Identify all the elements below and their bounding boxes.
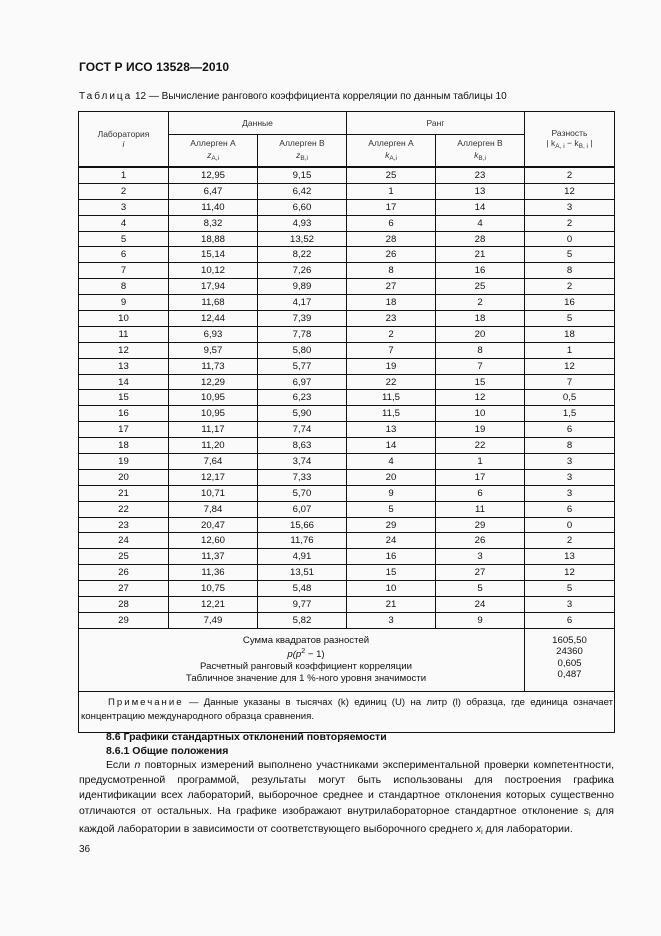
cell-data-allergen-b: 4,93 bbox=[258, 215, 347, 231]
cell-data-allergen-a: 12,95 bbox=[169, 167, 258, 183]
section-paragraph: Если n повторных измерений выполнено участниками экспериментальной проверки компетентности, предусмотренной программой, результаты могут быть использованы для построения графика идентификации всех лабораторий, выборочное среднее и стандартное отклонения которых существенно отличаются от остальных. На графике изображают внутрилабораторное стандартное отклонение $s_i$ для каждой лаборатории в зависимости от соответствующего выборочного среднего $x_i$ для лаборатории. bbox=[79, 759, 614, 836]
header-difference: Разность | $k_{A, i} - k_{B, i}$ | bbox=[525, 112, 615, 168]
cell-data-allergen-a: 10,95 bbox=[169, 390, 258, 406]
table-row bbox=[79, 199, 615, 215]
cell-data-allergen-b: 7,33 bbox=[258, 469, 347, 485]
cell-data-allergen-b: 7,74 bbox=[258, 422, 347, 438]
cell-data-allergen-b: 7,39 bbox=[258, 311, 347, 327]
cell-data-allergen-b: 13,51 bbox=[258, 565, 347, 581]
cell-rank-difference: 1,5 bbox=[525, 406, 615, 422]
table-row bbox=[79, 612, 615, 628]
cell-rank-allergen-a: 19 bbox=[347, 358, 436, 374]
cell-data-allergen-a: 11,73 bbox=[169, 358, 258, 374]
cell-data-allergen-a: 12,44 bbox=[169, 311, 258, 327]
header-data-group: Данные bbox=[169, 112, 347, 135]
cell-data-allergen-a: 18,88 bbox=[169, 231, 258, 247]
cell-lab-number: 8 bbox=[79, 279, 169, 295]
summary-label-computed: Расчетный ранговый коэффициент корреляции bbox=[200, 661, 412, 673]
cell-rank-allergen-b: 18 bbox=[436, 311, 525, 327]
cell-data-allergen-a: 12,29 bbox=[169, 374, 258, 390]
cell-data-allergen-a: 20,47 bbox=[169, 517, 258, 533]
caption-text: — Вычисление рангового коэффициента корреляции по данным таблицы 10 bbox=[148, 91, 507, 102]
cell-data-allergen-b: 8,63 bbox=[258, 438, 347, 454]
section-title-8-6: 8.6 Графики стандартных отклонений повторяемости bbox=[106, 731, 387, 743]
cell-lab-number: 9 bbox=[79, 295, 169, 311]
cell-lab-number: 14 bbox=[79, 374, 169, 390]
header-rank-allergen-a: Аллерген А $k_{A,i}$ bbox=[347, 135, 436, 168]
cell-data-allergen-b: 4,17 bbox=[258, 295, 347, 311]
cell-rank-difference: 0 bbox=[525, 517, 615, 533]
cell-rank-allergen-a: 5 bbox=[347, 501, 436, 517]
cell-rank-allergen-a: 13 bbox=[347, 422, 436, 438]
table-row bbox=[79, 342, 615, 358]
cell-rank-difference: 16 bbox=[525, 295, 615, 311]
cell-rank-allergen-b: 1 bbox=[436, 454, 525, 470]
cell-rank-allergen-b: 8 bbox=[436, 342, 525, 358]
cell-lab-number: 19 bbox=[79, 454, 169, 470]
cell-data-allergen-b: 5,48 bbox=[258, 581, 347, 597]
cell-data-allergen-a: 11,20 bbox=[169, 438, 258, 454]
cell-rank-difference: 12 bbox=[525, 183, 615, 199]
cell-lab-number: 1 bbox=[79, 167, 169, 183]
table-row bbox=[79, 247, 615, 263]
cell-data-allergen-a: 10,12 bbox=[169, 263, 258, 279]
cell-data-allergen-b: 8,22 bbox=[258, 247, 347, 263]
table-row bbox=[79, 263, 615, 279]
cell-rank-difference: 6 bbox=[525, 422, 615, 438]
summary-value-tabular: 0,487 bbox=[557, 669, 582, 681]
cell-rank-allergen-a: 24 bbox=[347, 533, 436, 549]
cell-rank-difference: 5 bbox=[525, 247, 615, 263]
cell-data-allergen-a: 6,47 bbox=[169, 183, 258, 199]
cell-rank-allergen-a: 21 bbox=[347, 597, 436, 613]
cell-data-allergen-a: 6,93 bbox=[169, 326, 258, 342]
table-row bbox=[79, 215, 615, 231]
cell-data-allergen-b: 6,97 bbox=[258, 374, 347, 390]
cell-rank-difference: 3 bbox=[525, 454, 615, 470]
cell-rank-allergen-b: 15 bbox=[436, 374, 525, 390]
table-row bbox=[79, 183, 615, 199]
header-data-allergen-b: Аллерген В $z_{B,i}$ bbox=[258, 135, 347, 168]
cell-rank-allergen-b: 7 bbox=[436, 358, 525, 374]
cell-data-allergen-a: 15,14 bbox=[169, 247, 258, 263]
cell-data-allergen-a: 12,60 bbox=[169, 533, 258, 549]
table-row bbox=[79, 501, 615, 517]
cell-data-allergen-a: 7,84 bbox=[169, 501, 258, 517]
cell-lab-number: 25 bbox=[79, 549, 169, 565]
cell-data-allergen-b: 9,15 bbox=[258, 167, 347, 183]
table-row bbox=[79, 295, 615, 311]
cell-rank-allergen-b: 19 bbox=[436, 422, 525, 438]
cell-rank-allergen-b: 4 bbox=[436, 215, 525, 231]
cell-data-allergen-b: 11,76 bbox=[258, 533, 347, 549]
note-row bbox=[79, 692, 615, 733]
cell-data-allergen-b: 7,78 bbox=[258, 326, 347, 342]
cell-rank-allergen-b: 22 bbox=[436, 438, 525, 454]
header-rank-group: Ранг bbox=[347, 112, 525, 135]
cell-lab-number: 29 bbox=[79, 612, 169, 628]
cell-rank-difference: 7 bbox=[525, 374, 615, 390]
cell-lab-number: 4 bbox=[79, 215, 169, 231]
cell-lab-number: 12 bbox=[79, 342, 169, 358]
cell-data-allergen-b: 5,90 bbox=[258, 406, 347, 422]
cell-rank-difference: 12 bbox=[525, 565, 615, 581]
summary-label-p-formula: $p(p^2 - 1)$ bbox=[287, 648, 325, 661]
header-laboratory: Лаборатория i bbox=[79, 112, 169, 168]
cell-data-allergen-b: 5,82 bbox=[258, 612, 347, 628]
table-row bbox=[79, 311, 615, 327]
summary-value-sum-squares: 1605,50 bbox=[552, 634, 587, 646]
cell-rank-difference: 5 bbox=[525, 311, 615, 327]
header-data-allergen-a: Аллерген А $z_{A,i}$ bbox=[169, 135, 258, 168]
summary-label-tabular: Табличное значение для 1 %-ного уровня значимости bbox=[185, 672, 427, 684]
cell-rank-allergen-b: 12 bbox=[436, 390, 525, 406]
table-row bbox=[79, 279, 615, 295]
cell-rank-difference: 1 bbox=[525, 342, 615, 358]
cell-lab-number: 2 bbox=[79, 183, 169, 199]
cell-rank-allergen-a: 26 bbox=[347, 247, 436, 263]
cell-rank-difference: 0 bbox=[525, 231, 615, 247]
cell-rank-difference: 8 bbox=[525, 438, 615, 454]
cell-lab-number: 24 bbox=[79, 533, 169, 549]
section-title-8-6-1: 8.6.1 Общие положения bbox=[106, 745, 229, 757]
cell-rank-allergen-b: 5 bbox=[436, 581, 525, 597]
cell-rank-allergen-b: 17 bbox=[436, 469, 525, 485]
cell-rank-difference: 3 bbox=[525, 199, 615, 215]
cell-rank-allergen-a: 16 bbox=[347, 549, 436, 565]
cell-rank-allergen-a: 4 bbox=[347, 454, 436, 470]
cell-rank-difference: 0,5 bbox=[525, 390, 615, 406]
note-label: Примечание bbox=[108, 697, 184, 709]
cell-data-allergen-a: 11,68 bbox=[169, 295, 258, 311]
cell-lab-number: 21 bbox=[79, 485, 169, 501]
cell-data-allergen-b: 15,66 bbox=[258, 517, 347, 533]
cell-data-allergen-a: 10,75 bbox=[169, 581, 258, 597]
cell-data-allergen-b: 6,42 bbox=[258, 183, 347, 199]
cell-rank-allergen-a: 1 bbox=[347, 183, 436, 199]
cell-rank-allergen-b: 26 bbox=[436, 533, 525, 549]
cell-data-allergen-b: 6,23 bbox=[258, 390, 347, 406]
cell-rank-allergen-b: 20 bbox=[436, 326, 525, 342]
table-row bbox=[79, 533, 615, 549]
cell-data-allergen-a: 11,17 bbox=[169, 422, 258, 438]
caption-number: 12 bbox=[135, 91, 147, 102]
cell-rank-allergen-b: 9 bbox=[436, 612, 525, 628]
cell-lab-number: 11 bbox=[79, 326, 169, 342]
cell-data-allergen-b: 6,60 bbox=[258, 199, 347, 215]
cell-rank-allergen-a: 8 bbox=[347, 263, 436, 279]
cell-rank-allergen-b: 10 bbox=[436, 406, 525, 422]
cell-data-allergen-b: 5,80 bbox=[258, 342, 347, 358]
cell-lab-number: 15 bbox=[79, 390, 169, 406]
table-row bbox=[79, 485, 615, 501]
caption-label: Таблица bbox=[79, 91, 133, 102]
cell-lab-number: 20 bbox=[79, 469, 169, 485]
cell-rank-allergen-a: 9 bbox=[347, 485, 436, 501]
cell-data-allergen-a: 11,37 bbox=[169, 549, 258, 565]
cell-rank-allergen-a: 25 bbox=[347, 167, 436, 183]
table-row bbox=[79, 326, 615, 342]
note-text: — Данные указаны в тысячах (k) единиц (U) на литр (l) образца, где единица означает концентрацию международного образца сравнения. bbox=[81, 697, 614, 723]
table-row bbox=[79, 597, 615, 613]
cell-rank-allergen-b: 16 bbox=[436, 263, 525, 279]
cell-rank-allergen-a: 27 bbox=[347, 279, 436, 295]
cell-data-allergen-a: 12,17 bbox=[169, 469, 258, 485]
cell-rank-allergen-a: 7 bbox=[347, 342, 436, 358]
cell-rank-difference: 18 bbox=[525, 326, 615, 342]
cell-rank-allergen-a: 20 bbox=[347, 469, 436, 485]
cell-data-allergen-b: 5,77 bbox=[258, 358, 347, 374]
table-row bbox=[79, 438, 615, 454]
cell-rank-difference: 13 bbox=[525, 549, 615, 565]
table-row bbox=[79, 358, 615, 374]
cell-rank-allergen-b: 25 bbox=[436, 279, 525, 295]
cell-data-allergen-b: 6,07 bbox=[258, 501, 347, 517]
cell-rank-difference: 3 bbox=[525, 485, 615, 501]
rank-correlation-table bbox=[78, 111, 615, 733]
cell-rank-allergen-a: 18 bbox=[347, 295, 436, 311]
page-number: 36 bbox=[79, 844, 91, 855]
cell-rank-difference: 3 bbox=[525, 597, 615, 613]
cell-rank-allergen-a: 10 bbox=[347, 581, 436, 597]
cell-data-allergen-a: 8,32 bbox=[169, 215, 258, 231]
cell-data-allergen-a: 17,94 bbox=[169, 279, 258, 295]
cell-rank-difference: 8 bbox=[525, 263, 615, 279]
cell-rank-difference: 2 bbox=[525, 533, 615, 549]
cell-data-allergen-b: 5,70 bbox=[258, 485, 347, 501]
document-header: ГОСТ Р ИСО 13528—2010 bbox=[79, 60, 230, 74]
cell-lab-number: 18 bbox=[79, 438, 169, 454]
cell-lab-number: 16 bbox=[79, 406, 169, 422]
summary-labels bbox=[79, 628, 525, 691]
header-rank-allergen-b: Аллерген В $k_{B,i}$ bbox=[436, 135, 525, 168]
table-row bbox=[79, 406, 615, 422]
table-row bbox=[79, 549, 615, 565]
cell-rank-allergen-a: 11,5 bbox=[347, 406, 436, 422]
cell-rank-difference: 6 bbox=[525, 501, 615, 517]
table-row bbox=[79, 167, 615, 183]
cell-data-allergen-b: 7,26 bbox=[258, 263, 347, 279]
cell-rank-allergen-b: 28 bbox=[436, 231, 525, 247]
cell-lab-number: 7 bbox=[79, 263, 169, 279]
cell-rank-allergen-b: 21 bbox=[436, 247, 525, 263]
cell-lab-number: 17 bbox=[79, 422, 169, 438]
summary-row bbox=[79, 628, 615, 691]
cell-rank-allergen-b: 23 bbox=[436, 167, 525, 183]
cell-lab-number: 5 bbox=[79, 231, 169, 247]
cell-lab-number: 3 bbox=[79, 199, 169, 215]
cell-lab-number: 10 bbox=[79, 311, 169, 327]
cell-data-allergen-b: 13,52 bbox=[258, 231, 347, 247]
cell-data-allergen-b: 9,77 bbox=[258, 597, 347, 613]
cell-data-allergen-b: 3,74 bbox=[258, 454, 347, 470]
cell-rank-allergen-a: 14 bbox=[347, 438, 436, 454]
table-row bbox=[79, 517, 615, 533]
cell-data-allergen-a: 11,40 bbox=[169, 199, 258, 215]
summary-values bbox=[525, 628, 615, 691]
cell-data-allergen-b: 9,89 bbox=[258, 279, 347, 295]
table-row bbox=[79, 469, 615, 485]
cell-rank-allergen-b: 3 bbox=[436, 549, 525, 565]
cell-lab-number: 23 bbox=[79, 517, 169, 533]
cell-data-allergen-a: 12,21 bbox=[169, 597, 258, 613]
cell-rank-allergen-a: 28 bbox=[347, 231, 436, 247]
cell-rank-allergen-b: 14 bbox=[436, 199, 525, 215]
cell-rank-allergen-b: 27 bbox=[436, 565, 525, 581]
cell-lab-number: 27 bbox=[79, 581, 169, 597]
cell-rank-allergen-a: 3 bbox=[347, 612, 436, 628]
cell-rank-difference: 2 bbox=[525, 167, 615, 183]
cell-rank-allergen-b: 24 bbox=[436, 597, 525, 613]
cell-rank-allergen-b: 13 bbox=[436, 183, 525, 199]
cell-lab-number: 26 bbox=[79, 565, 169, 581]
cell-lab-number: 28 bbox=[79, 597, 169, 613]
cell-rank-allergen-a: 15 bbox=[347, 565, 436, 581]
cell-lab-number: 22 bbox=[79, 501, 169, 517]
summary-label-sum-squares: Сумма квадратов разностей bbox=[242, 634, 370, 646]
cell-rank-allergen-a: 23 bbox=[347, 311, 436, 327]
cell-data-allergen-a: 11,36 bbox=[169, 565, 258, 581]
cell-data-allergen-a: 7,49 bbox=[169, 612, 258, 628]
cell-rank-allergen-b: 11 bbox=[436, 501, 525, 517]
cell-rank-difference: 3 bbox=[525, 469, 615, 485]
cell-rank-difference: 12 bbox=[525, 358, 615, 374]
cell-rank-allergen-b: 29 bbox=[436, 517, 525, 533]
cell-rank-allergen-b: 2 bbox=[436, 295, 525, 311]
cell-rank-allergen-b: 6 bbox=[436, 485, 525, 501]
cell-rank-allergen-a: 17 bbox=[347, 199, 436, 215]
cell-data-allergen-a: 9,57 bbox=[169, 342, 258, 358]
table-row bbox=[79, 374, 615, 390]
table-row bbox=[79, 581, 615, 597]
cell-data-allergen-b: 4,91 bbox=[258, 549, 347, 565]
cell-data-allergen-a: 7,64 bbox=[169, 454, 258, 470]
cell-lab-number: 13 bbox=[79, 358, 169, 374]
table-note bbox=[79, 692, 615, 733]
cell-data-allergen-a: 10,95 bbox=[169, 406, 258, 422]
cell-rank-difference: 6 bbox=[525, 612, 615, 628]
cell-rank-difference: 2 bbox=[525, 279, 615, 295]
table-row bbox=[79, 565, 615, 581]
cell-rank-allergen-a: 22 bbox=[347, 374, 436, 390]
table-row bbox=[79, 231, 615, 247]
cell-rank-allergen-a: 11,5 bbox=[347, 390, 436, 406]
summary-value-p-formula: 24360 bbox=[556, 646, 583, 658]
summary-value-computed: 0,605 bbox=[557, 657, 582, 669]
table-row bbox=[79, 390, 615, 406]
table-caption bbox=[79, 91, 507, 102]
cell-data-allergen-a: 10,71 bbox=[169, 485, 258, 501]
cell-lab-number: 6 bbox=[79, 247, 169, 263]
cell-rank-allergen-a: 6 bbox=[347, 215, 436, 231]
cell-rank-allergen-a: 29 bbox=[347, 517, 436, 533]
table-row bbox=[79, 454, 615, 470]
cell-rank-difference: 5 bbox=[525, 581, 615, 597]
table-row bbox=[79, 422, 615, 438]
cell-rank-allergen-a: 2 bbox=[347, 326, 436, 342]
cell-rank-difference: 2 bbox=[525, 215, 615, 231]
